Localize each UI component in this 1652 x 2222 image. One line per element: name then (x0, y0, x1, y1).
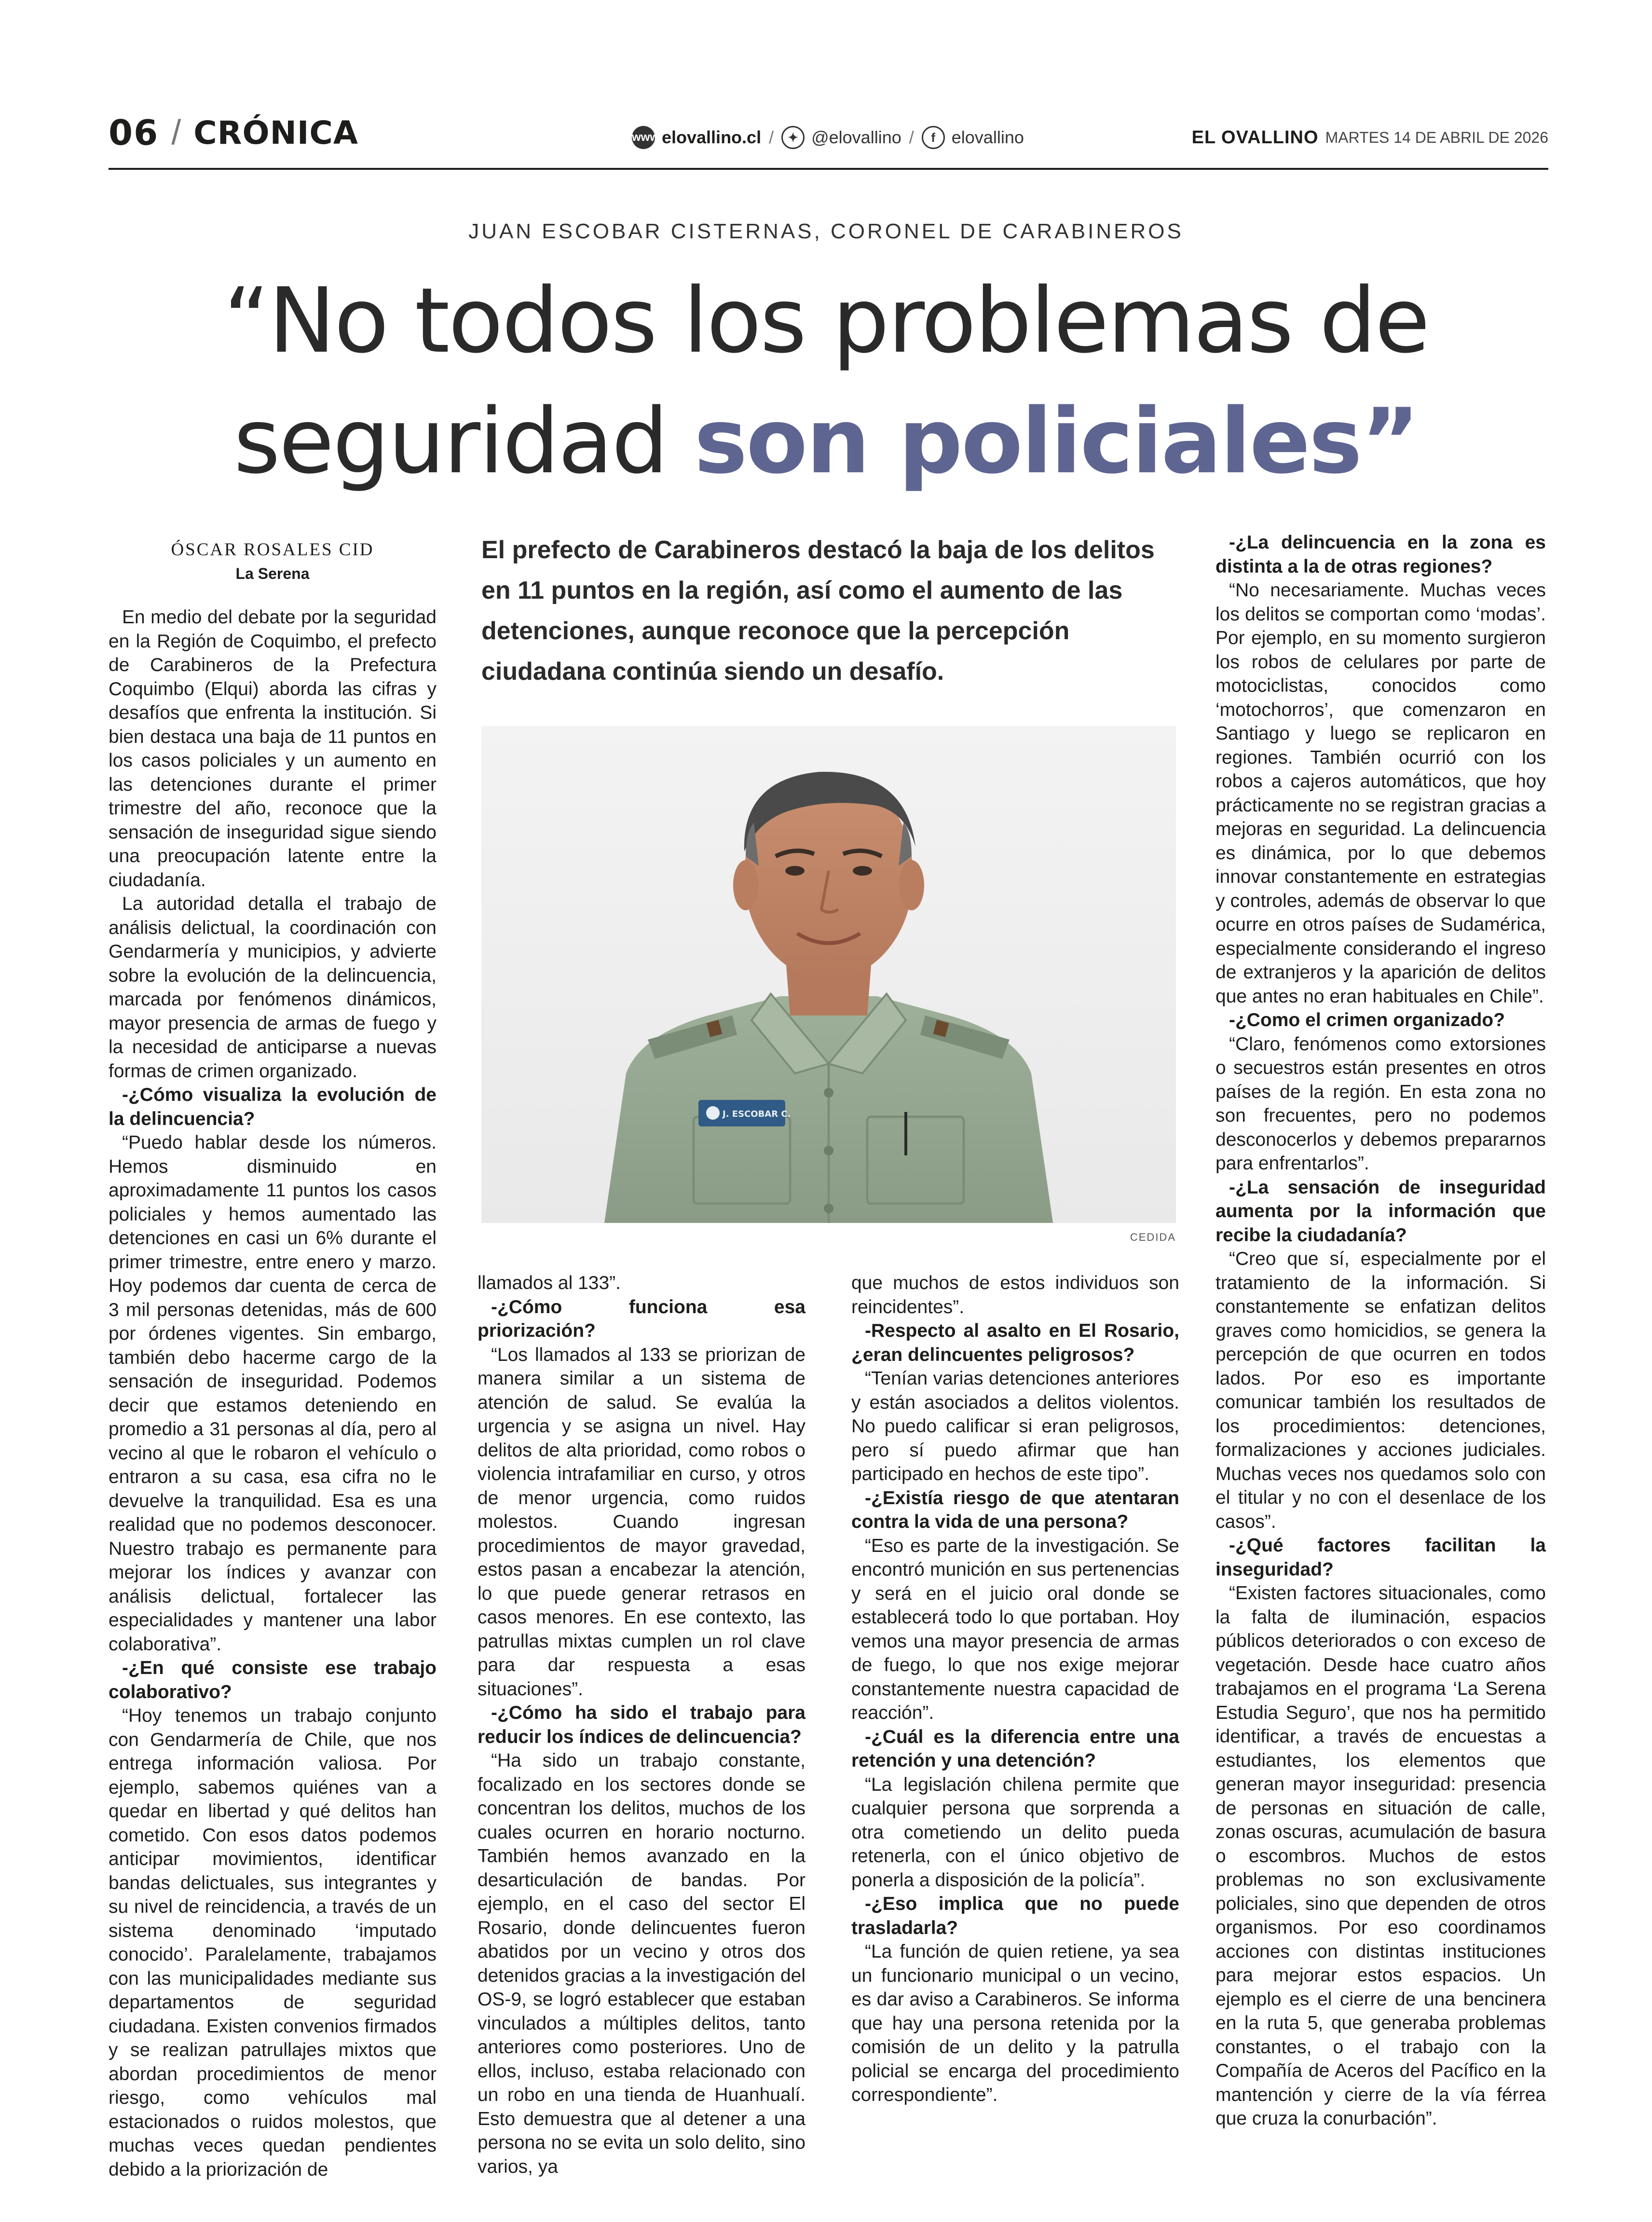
facebook-icon: f (922, 126, 945, 149)
interview-question: -¿Qué factores facilitan la inseguridad? (1215, 1535, 1546, 1580)
headline-plain: seguridad (233, 389, 695, 494)
interview-question: -¿Cómo visualiza la evolución de la delincuencia? (109, 1084, 437, 1129)
article-kicker: JUAN ESCOBAR CISTERNAS, CORONEL DE CARABINEROS (468, 219, 1184, 243)
link-divider: / (769, 127, 774, 147)
interview-question: -¿Como el crimen organizado? (1229, 1010, 1505, 1030)
portrait-photo (481, 726, 1176, 1223)
article-lead: El prefecto de Carabineros destacó la baja de los delitos en 11 puntos en la región, así como el aumento de las detenciones, aunque reconoce que la percepción ciudadana continúa siendo un desafío. (481, 536, 1155, 686)
dateline-location: La Serena (235, 565, 310, 582)
interview-answer: “Hoy tenemos un trabajo conjunto con Gendarmería de Chile, que nos entrega información valiosa. Por ejemplo, sabemos quiénes van a quedar en libertad y qué delitos han cometido. Con esos datos podemos anticipar movimientos, identificar bandas delictuales, sus integrantes y su nivel de reincidencia, a través de un sistema denominado ‘imputado conocido’. Paralelamente, trabajamos con las municipalidades mediante sus departamentos de seguridad ciudadana. Existen convenios firmados y se realizan patrullajes mixtos que abordan procedimientos de menor riesgo, como vehículos mal estacionados o ruidos molestos, que muchas veces quedan pendientes debido a la priorización de (109, 1705, 437, 2180)
interview-question: -¿Cómo ha sido el trabajo para reducir los índices de delincuencia? (478, 1702, 806, 1747)
text-column-2 (478, 1271, 806, 2179)
interview-answer: “La legislación chilena permite que cualquier persona que sorprenda a otra cometiendo un delito pueda retenerla, con el único objetivo de ponerla a disposición de la policía”. (851, 1774, 1179, 1891)
facebook-handle[interactable]: elovallino (951, 127, 1024, 147)
interview-answer: “Puedo hablar desde los números. Hemos disminuido en aproximadamente 11 puntos los casos policiales y hemos aumentado las detenciones en casi un 6% durante el primer trimestre, entre enero y marzo. Hoy podemos dar cuenta de cerca de 3 mil personas detenidas, más de 600 por órdenes vigentes. Sin embargo, también debo hacerme cargo de la sensación de inseguridad. Podemos decir que estamos deteniendo en promedio a 31 personas al día, pero al vecino al que le robaron el vehículo o entraron a su casa, esa cifra no le devuelve la tranquilidad. Esa es una realidad que no podemos desconocer. Nuestro trabajo es permanente para mejorar los índices y avanzar con análisis delictual, fortalecer las especialidades y mantener una labor colaborativa”. (109, 1132, 437, 1655)
photo-credit: CEDIDA (1130, 1231, 1176, 1243)
header-rule (109, 168, 1548, 170)
header-brand (1192, 123, 1548, 152)
interview-answer: “La función de quien retiene, ya sea un funcionario municipal o un vecino, es dar aviso a Carabineros. Se informa que hay una persona retenida por la comisión de un delito y la patrulla policial se encarga del procedimiento correspondiente”. (851, 1941, 1179, 2105)
page-number: 06 (109, 112, 159, 153)
headline-highlight: son policiales” (694, 389, 1419, 494)
portrait-illustration (481, 726, 1176, 1223)
interview-answer: “Claro, fenómenos como extorsiones o secuestros están presentes en otros países de la región. En esta zona no son frecuentes, pero no podemos desconocerlos y debemos prepararnos para enfrentarlos”. (1215, 1033, 1546, 1174)
interview-answer: “Los llamados al 133 se priorizan de manera similar a un sistema de atención de salud. Se evalúa la urgencia y se asigna un nivel. Hay delitos de alta prioridad, como robos o violencia intrafamiliar en curso, y otros de menor urgencia, como ruidos molestos. Cuando ingresan procedimientos de mayor gravedad, estos pasan a encabezar la atención, lo que puede generar retrasos en casos menores. En ese contexto, las patrullas mixtas cumplen un rol clave para dar respuesta a esas situaciones”. (478, 1344, 806, 1700)
author-name: ÓSCAR ROSALES CID (171, 540, 374, 560)
web-icon: www (632, 126, 655, 149)
body-paragraph: En medio del debate por la seguridad en la Región de Coquimbo, el prefecto de Carabineros de la Prefectura Coquimbo (Elqui) aborda las cifras y desafíos que enfrenta la institución. Si bien destaca una baja de 11 puntos en los casos policiales y un aumento en las detenciones durante el primer trimestre del año, reconoce que la sensación de inseguridad sigue siendo una preocupación latente entre la ciudadanía. (109, 607, 437, 891)
interview-question: -¿La sensación de inseguridad aumenta por la información que recibe la ciudadanía? (1215, 1177, 1546, 1246)
interview-question: -¿La delincuencia en la zona es distinta a la de otras regiones? (1215, 532, 1546, 577)
text-column-3 (851, 1271, 1179, 2107)
text-column-1 (109, 605, 437, 2181)
article-headline (145, 261, 1507, 502)
site-link[interactable]: elovallino.cl (662, 127, 762, 147)
interview-answer-continued: llamados al 133”. (478, 1273, 621, 1293)
issue-date: MARTES 14 DE ABRIL DE 2026 (1325, 128, 1548, 146)
twitter-handle[interactable]: @elovallino (811, 127, 901, 147)
interview-answer: “Existen factores situacionales, como la falta de iluminación, espacios públicos deteriorados o con exceso de vegetación. Desde hace cuatro años trabajamos en el programa ‘La Serena Estudia Seguro’, que nos ha permitido identificar, a través de encuestas a estudiantes, los elementos que generan mayor inseguridad: presencia de personas en situación de calle, zonas oscuras, acumulación de basura o escombros. Muchos de estos problemas no son exclusivamente policiales, sino que dependen de otros organismos. Por eso coordinamos acciones con distintas instituciones para mejorar estos espacios. Un ejemplo es el cierre de una bencinera en la ruta 5, que generaba problemas constantes, o el trabajo con la Compañía de Aceros del Pacífico en la mantención y cierre de la vía férrea que cruza la conurbación”. (1215, 1583, 1546, 2129)
link-divider: / (909, 127, 914, 147)
headline-line-2 (145, 381, 1507, 502)
byline (109, 539, 437, 583)
header-social-links (632, 123, 1024, 152)
newspaper-name: EL OVALLINO (1191, 127, 1319, 148)
headline-line-1: “No todos los problemas de (223, 268, 1429, 373)
interview-question: -¿Eso implica que no puede trasladarla? (851, 1893, 1179, 1938)
interview-question: -¿Existía riesgo de que atentaran contra la vida de una persona? (851, 1487, 1179, 1532)
interview-answer: “Tenían varias detenciones anteriores y están asociados a delitos violentos. No puedo calificar si eran peligrosos, pero sí puedo afirmar que han participado en hechos de este tipo”. (851, 1368, 1179, 1484)
text-column-4 (1215, 531, 1546, 2131)
interview-question: -¿En qué consiste ese trabajo colaborativo? (109, 1658, 437, 1702)
interview-answer: “Eso es parte de la investigación. Se encontró munición en sus pertenencias y será en el juicio oral donde se establecerá todo lo que portaban. Hoy vemos una mayor presencia de armas de fuego, lo que nos exige mejorar constantemente nuestra capacidad de reacción”. (851, 1535, 1179, 1723)
interview-answer: “No necesariamente. Muchas veces los delitos se comportan como ‘modas’. Por ejemplo, en su momento surgieron los robos de celulares por parte de motociclistas, conocidos como ‘motochorros’, que comenzaron en Santiago y luego se replicaron en regiones. También ocurrió con los robos a cajeros automáticos, que hoy prácticamente no se registran gracias a mejoras en seguridad. La delincuencia es dinámica, por lo que debemos innovar constantemente en estrategias y controles, además de observar lo que ocurre en otros países de Sudamérica, especialmente considerando el ingreso de extranjeros y la aparición de delitos que antes no eran habituales en Chile”. (1215, 580, 1546, 1007)
interview-question: -Respecto al asalto en El Rosario, ¿eran delincuentes peligrosos? (851, 1320, 1179, 1365)
twitter-icon: ✦ (781, 126, 805, 149)
interview-answer: “Ha sido un trabajo constante, focalizado en los sectores donde se concentran los delitos, muchos de los cuales ocurren en horario nocturno. También hemos avanzado en la desarticulación de bandas. Por ejemplo, en el caso del sector El Rosario, donde delincuentes fueron abatidos por un vecino y otros dos detenidos gracias a la investigación del OS-9, se logró establecer que estaban vinculados a múltiples delitos, tanto anteriores como posteriores. Uno de ellos, incluso, estaba relacionado con un robo en una tienda de Huanhualí. Esto demuestra que al detener a una persona no se evita un solo delito, sino varios, ya (478, 1750, 806, 2177)
header-divider: / (171, 113, 181, 152)
section-name: CRÓNICA (193, 114, 358, 151)
interview-answer: “Creo que sí, especialmente por el tratamiento de la información. Si constantemente se enfatizan delitos graves como homicidios, se genera la percepción de que ocurren en todos lados. Por eso es importante comunicar también los resultados de los procedimientos: detenciones, formalizaciones y acciones judiciales. Muchas veces nos quedamos solo con el titular y no con el desenlace de los casos”. (1215, 1248, 1546, 1532)
interview-answer-continued: que muchos de estos individuos son reincidentes”. (851, 1273, 1179, 1317)
body-paragraph: La autoridad detalla el trabajo de análisis delictual, la coordinación con Gendarmería y municipios, y advierte sobre la evolución de la delincuencia, marcada por fenómenos dinámicos, mayor presencia de armas de fuego y la necesidad de anticiparse a nuevas formas de crimen organizado. (109, 893, 437, 1082)
page-header-left (109, 109, 358, 157)
interview-question: -¿Cómo funciona esa priorización? (478, 1296, 806, 1341)
badge-name: J. ESCOBAR C. (723, 1109, 791, 1119)
interview-question: -¿Cuál es la diferencia entre una retención y una detención? (851, 1726, 1179, 1771)
